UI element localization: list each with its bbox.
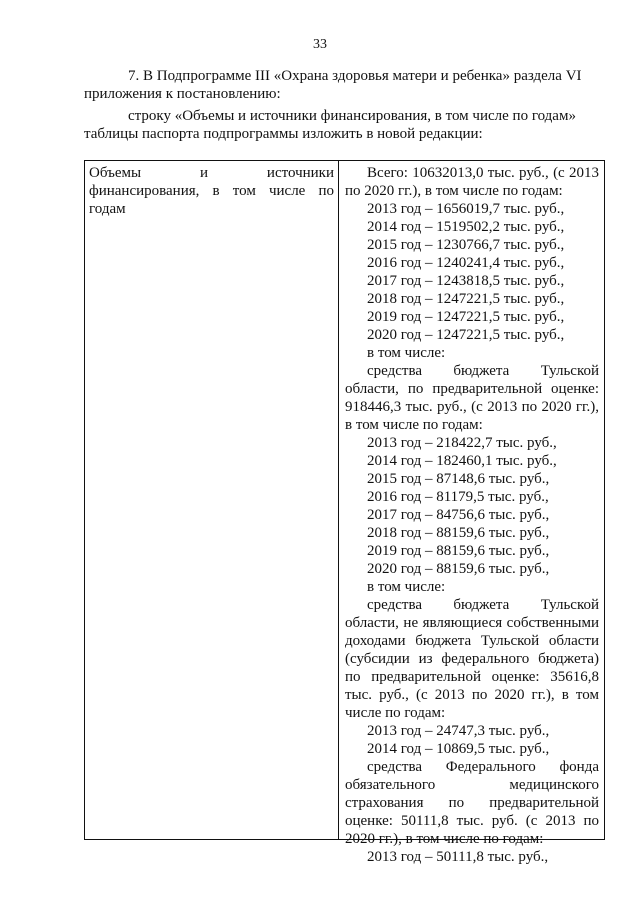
list-item: 2018 год – 88159,6 тыс. руб., bbox=[367, 525, 550, 541]
list-item: 2014 год – 1519502,2 тыс. руб., bbox=[367, 219, 565, 235]
list-item: 2020 год – 1247221,5 тыс. руб., bbox=[367, 327, 565, 343]
list-item: 2013 год – 218422,7 тыс. руб., bbox=[367, 435, 557, 451]
including-label: в том числе: bbox=[367, 579, 446, 595]
list-item: 2016 год – 81179,5 тыс. руб., bbox=[367, 489, 549, 505]
list-item: 2018 год – 1247221,5 тыс. руб., bbox=[367, 291, 565, 307]
list-item: 2014 год – 182460,1 тыс. руб., bbox=[367, 453, 557, 469]
table-cell-funding bbox=[339, 161, 604, 865]
list-item: 2019 год – 88159,6 тыс. руб., bbox=[367, 543, 550, 559]
page-number: 33 bbox=[313, 37, 327, 52]
list-item: 2017 год – 84756,6 тыс. руб., bbox=[367, 507, 550, 523]
total-by-year-list bbox=[345, 200, 599, 344]
list-item: 2015 год – 87148,6 тыс. руб., bbox=[367, 471, 550, 487]
mandatory-insurance-text: средства Федерального фонда обязательного медицинского страхования по предварительной оценке: 50111,8 тыс. руб. (с 2013 по 2020 гг.), в том числе по годам: bbox=[345, 759, 599, 847]
regional-by-year-list bbox=[345, 434, 599, 578]
including-label: в том числе: bbox=[367, 345, 446, 361]
federal-subsidies-text: средства бюджета Тульской области, не являющиеся собственными доходами бюджета Тульской области (субсидии из федерального бюджета) по предварительной оценке: 35616,8 тыс. руб., (с 2013 по 2020 гг.), в том числе по годам: bbox=[345, 597, 599, 721]
list-item: 2013 год – 1656019,7 тыс. руб., bbox=[367, 201, 565, 217]
row-title-text: Объемы и источники финансирования, в том числе по годам bbox=[89, 165, 334, 217]
federal-by-year-list bbox=[345, 722, 599, 758]
funding-total: Всего: 10632013,0 тыс. руб., (с 2013 по 2020 гг.), в том числе по годам: bbox=[345, 165, 599, 199]
list-item: 2015 год – 1230766,7 тыс. руб., bbox=[367, 237, 565, 253]
list-item: 2017 год – 1243818,5 тыс. руб., bbox=[367, 273, 565, 289]
passport-table bbox=[84, 160, 605, 865]
intro-paragraph: строку «Объемы и источники финансирования, в том числе по годам» таблицы паспорта подпрограммы изложить в новой редакции: bbox=[84, 108, 576, 142]
list-item: 2014 год – 10869,5 тыс. руб., bbox=[367, 741, 550, 757]
list-item: 2013 год – 24747,3 тыс. руб., bbox=[367, 723, 550, 739]
insurance-by-year-list bbox=[345, 848, 599, 866]
list-item: 2019 год – 1247221,5 тыс. руб., bbox=[367, 309, 565, 325]
list-item: 2013 год – 50111,8 тыс. руб., bbox=[367, 849, 549, 865]
list-item: 2016 год – 1240241,4 тыс. руб., bbox=[367, 255, 565, 271]
list-item: 2020 год – 88159,6 тыс. руб., bbox=[367, 561, 550, 577]
regional-budget-text: средства бюджета Тульской области, по предварительной оценке: 918446,3 тыс. руб., (с 2013 по 2020 гг.), в том числе по годам: bbox=[345, 363, 599, 433]
intro-paragraph: 7. В Подпрограмме III «Охрана здоровья матери и ребенка» раздела VI приложения к постановлению: bbox=[84, 68, 582, 102]
table-cell-row-title bbox=[85, 161, 339, 839]
